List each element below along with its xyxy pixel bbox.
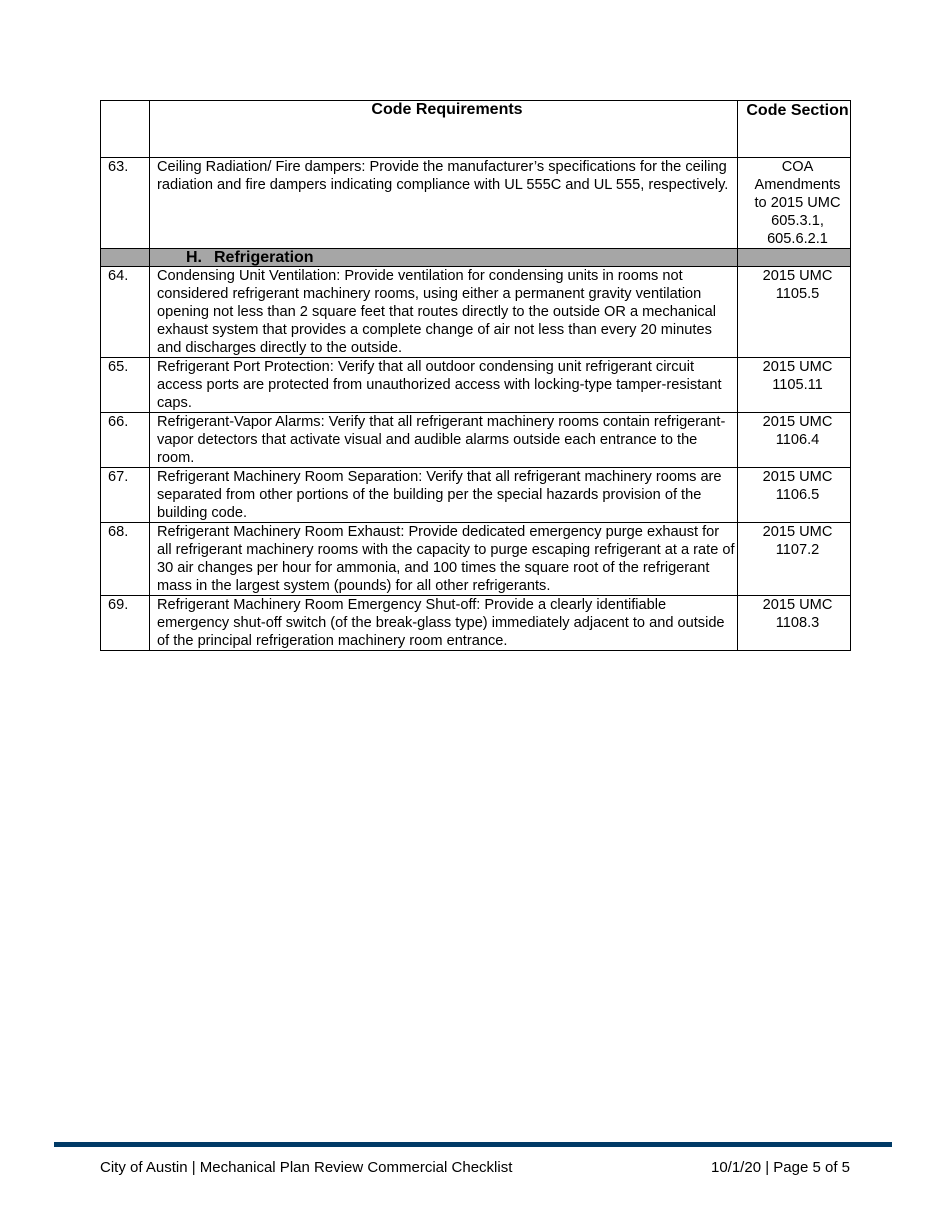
row-code-section bbox=[738, 358, 851, 413]
code-line: 1105.11 bbox=[772, 377, 823, 393]
code-line: 1106.4 bbox=[775, 432, 820, 448]
code-line: 2015 UMC bbox=[762, 524, 833, 540]
row-number: 68. bbox=[101, 523, 150, 596]
section-title-cell bbox=[150, 249, 738, 267]
table-row bbox=[101, 267, 851, 358]
header-code-requirements: Code Requirements bbox=[150, 101, 738, 158]
code-line: 2015 UMC bbox=[762, 469, 833, 485]
footer-divider bbox=[54, 1142, 892, 1147]
row-requirement: Refrigerant Machinery Room Emergency Shut-off: Provide a clearly identifiable emergency shut-off switch (of the break-glass type) immediately adjacent to and outside of the principal refrigeration machinery room entrance. bbox=[150, 596, 738, 651]
code-line: 605.6.2.1 bbox=[767, 231, 828, 247]
code-line: 1107.2 bbox=[775, 542, 820, 558]
row-number: 66. bbox=[101, 413, 150, 468]
code-line: to 2015 UMC bbox=[754, 195, 841, 211]
code-line: 1106.5 bbox=[775, 487, 820, 503]
code-line: 2015 UMC bbox=[762, 414, 833, 430]
row-code-section bbox=[738, 596, 851, 651]
table-row bbox=[101, 413, 851, 468]
code-requirements-table bbox=[100, 100, 851, 651]
row-code-section bbox=[738, 523, 851, 596]
footer-page-info: 10/1/20 | Page 5 of 5 bbox=[710, 1159, 850, 1176]
row-number: 63. bbox=[101, 158, 150, 249]
row-requirement: Condensing Unit Ventilation: Provide ventilation for condensing units in rooms not considered refrigerant machinery rooms, using either a permanent gravity ventilation opening not less than 2 square feet that routes directly to the outside OR a mechanical exhaust system that provides a complete change of air not less than every 20 minutes and discharges directly to the outside. bbox=[150, 267, 738, 358]
row-number: 69. bbox=[101, 596, 150, 651]
footer-title: City of Austin | Mechanical Plan Review Commercial Checklist bbox=[100, 1159, 513, 1176]
section-number-cell bbox=[101, 249, 150, 267]
header-number bbox=[101, 101, 150, 158]
row-code-section bbox=[738, 468, 851, 523]
row-requirement: Refrigerant-Vapor Alarms: Verify that all refrigerant machinery rooms contain refrigerant-vapor detectors that activate visual and audible alarms outside each entrance to the room. bbox=[150, 413, 738, 468]
section-header-row bbox=[101, 249, 851, 267]
header-code-section: Code Section bbox=[738, 101, 851, 158]
table-row bbox=[101, 596, 851, 651]
row-requirement: Refrigerant Port Protection: Verify that all outdoor condensing unit refrigerant circuit access ports are protected from unauthorized access with locking-type tamper-resistant caps. bbox=[150, 358, 738, 413]
row-requirement: Refrigerant Machinery Room Exhaust: Provide dedicated emergency purge exhaust for all refrigerant machinery rooms with the capacity to purge escaping refrigerant at a rate of 30 air changes per hour for ammonia, and 100 times the square root of the refrigerant mass in the largest system (pounds) for all other refrigerants. bbox=[150, 523, 738, 596]
section-code-cell bbox=[738, 249, 851, 267]
code-line: 2015 UMC bbox=[762, 359, 833, 375]
code-line: COA bbox=[781, 159, 814, 175]
table-row bbox=[101, 468, 851, 523]
code-line: Amendments bbox=[754, 177, 841, 193]
code-line: 2015 UMC bbox=[762, 268, 833, 284]
table-header-row bbox=[101, 101, 851, 158]
code-line: 605.3.1, bbox=[771, 213, 824, 229]
row-number: 65. bbox=[101, 358, 150, 413]
row-code-section bbox=[738, 158, 851, 249]
row-code-section bbox=[738, 413, 851, 468]
table-row bbox=[101, 523, 851, 596]
section-title: Refrigeration bbox=[214, 249, 314, 266]
code-line: 1105.5 bbox=[775, 286, 820, 302]
row-number: 64. bbox=[101, 267, 150, 358]
table-row bbox=[101, 158, 851, 249]
row-code-section bbox=[738, 267, 851, 358]
row-requirement: Ceiling Radiation/ Fire dampers: Provide the manufacturer’s specifications for the ceiling radiation and fire dampers indicating compliance with UL 555C and UL 555, respectively. bbox=[150, 158, 738, 249]
table-row bbox=[101, 358, 851, 413]
section-letter: H. bbox=[186, 249, 202, 266]
row-number: 67. bbox=[101, 468, 150, 523]
code-line: 1108.3 bbox=[775, 615, 820, 631]
row-requirement: Refrigerant Machinery Room Separation: Verify that all refrigerant machinery rooms are separated from other portions of the building per the special hazards provision of the building code. bbox=[150, 468, 738, 523]
code-line: 2015 UMC bbox=[762, 597, 833, 613]
